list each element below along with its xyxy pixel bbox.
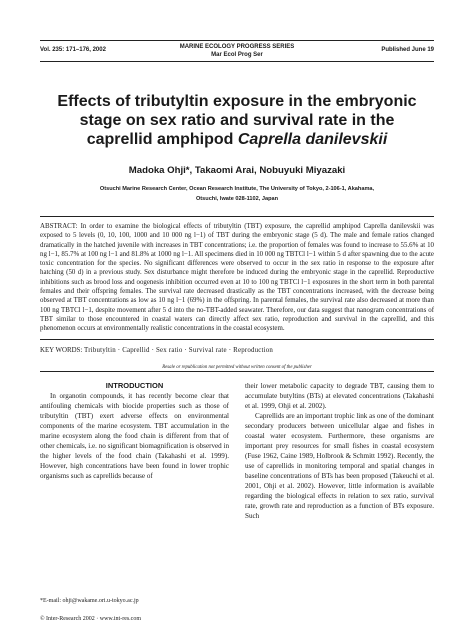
resale-notice: Resale or republication not permitted without written consent of the publisher — [162, 365, 312, 370]
left-column — [40, 381, 229, 481]
species-name: Caprella danilevskii — [237, 131, 388, 148]
right-column — [245, 381, 434, 521]
paper-title: Effects of tributyltin exposure in the embryonic stage on sex ratio and survival rate in the caprellid amphipod Caprella danilevskii — [57, 93, 417, 148]
body-paragraph: their lower metabolic capacity to degrade TBT, causing them to accumulate butyltins (BTs) at elevated concentrations (Takahashi et al. 1999, Ohji et al. 2002). — [245, 382, 434, 410]
keywords-list: Tributyltin · Caprellid · Sex ratio · Survival rate · Reproduction — [84, 347, 274, 354]
body-paragraph: Caprellids are an important trophic link as one of the dominant secondary producers between unicellular algae and fishes in coastal water ecosystem. Furthermore, these organisms are important prey resources for small fishes in coastal ecosystem (Fuse 1962, Caine 1989, Holbrook & Schmitt 1992). Recently, the use of caprellids in monitoring temporal and spatial changes in baseline concentrations of BTs has been proposed (Takeuchi et al. 2001, Ohji et al. 2002). However, little information is available regarding the biological effects in relation to sex ratio, survival rate, growth rate and reproduction as a function of BTs exposure. Such — [245, 412, 434, 520]
body-paragraph: In organotin compounds, it has recently become clear that antifouling chemicals with biocide properties such as those of tributyltin (TBT) exert adverse effects on environmental components of the marine ecosystem. TBT accumulation in the marine ecosystem along the food chain is different from that of other chemicals, i.e. no significant biomagnification is observed in the higher levels of the food chain (Takahashi et al. 1999). However, high concentrations have been found in lower trophic organisms such as caprellids because of — [40, 392, 229, 480]
journal-name: MARINE ECOLOGY PROGRESS SERIES Mar Ecol Prog Ser — [179, 44, 295, 58]
copyright: © Inter-Research 2002 · www.int-res.com — [40, 616, 142, 622]
running-header — [40, 40, 434, 62]
author-list: Madoka Ohji*, Takaomi Arai, Nobuyuki Miyazaki — [128, 165, 346, 176]
abstract-box — [40, 216, 434, 340]
keywords — [40, 347, 434, 354]
affiliation: Otsuchi Marine Research Center, Ocean Research Institute, The University of Tokyo, 2-106-1, Akahama, Otsuchi, Iwate 028-1102, Japan — [99, 186, 375, 202]
volume-info: Vol. 235: 171–176, 2002 — [40, 47, 106, 53]
abstract-text: ABSTRACT: In order to examine the biological effects of tributyltin (TBT) exposure, the caprellid amphipod Caprella danilevskii was exposed to 5 levels (0, 10, 100, 1000 and 10 000 ng l−1) of TBT during the embryonic stage (5 d). The male and female ratios changed dramatically in the hatched juvenile with increases in TBT concentrations; i.e. the proportion of females was found to increase to 55.6% at 10 ng l−1, 85.7% at 100 ng l−1 and 81.8% at 1000 ng l−1. All specimens died in 10 000 ng TBTCl l−1 within 5 d after spawning due to the acute toxic concentration for the species. No significant differences were observed to occur in the sex ratio in response to the exposure after hatching (50 d) in a previous study. Sex disturbance might therefore be induced during the embryonic stage in the caprellid. Reproductive inhibitions such as brood loss and oogenesis inhibition occurred even at 10 to 100 ng TBTCl l−1 exposures in the short term in both parental females and their offspring females. The survival rate decreased drastically as the TBT concentrations increased, with the decrease being observed at TBT concentrations as low as 10 ng l−1 (69%) in the offspring. In parental females, the survival rate also decreased at more than 100 ng TBTCl l−1, despite movement after 5 d into the no-TBT-added seawater. Therefore, our data suggest that nanogram concentrations of TBT similar to those encountered in coastal waters can directly affect sex ratio, reproduction and survival in the caprellid, and this phenomenon occurs at environmentally realistic concentrations in the coastal ecosystem. — [40, 223, 434, 333]
section-heading: INTRODUCTION — [105, 381, 164, 390]
divider — [40, 371, 434, 372]
publication-date: Published June 19 — [381, 47, 434, 53]
keywords-label: KEY WORDS: — [40, 347, 83, 354]
footnote: *E-mail: ohji@wakame.ori.u-tokyo.ac.jp — [40, 598, 139, 604]
